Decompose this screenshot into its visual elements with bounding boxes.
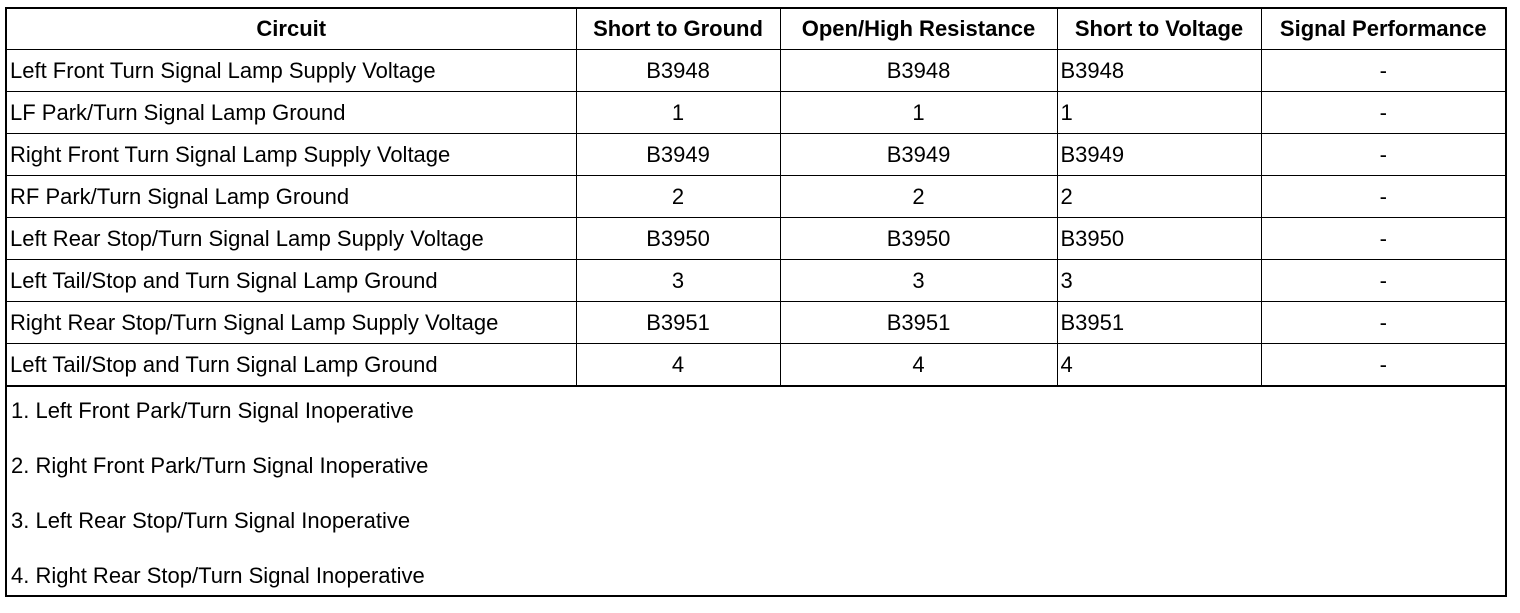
table-row (7, 92, 1505, 134)
footnote-2: 2. Right Front Park/Turn Signal Inoperative (11, 453, 429, 478)
header-short-to-voltage: Short to Voltage (1057, 9, 1261, 50)
cell-short-to-voltage: 1 (1057, 92, 1261, 134)
cell-open-high-resistance: 2 (780, 176, 1057, 218)
cell-short-to-ground: 3 (576, 260, 780, 302)
header-short-to-ground: Short to Ground (576, 9, 780, 50)
circuit-dtc-table (7, 9, 1505, 386)
cell-short-to-voltage: B3948 (1057, 50, 1261, 92)
cell-open-high-resistance: B3948 (780, 50, 1057, 92)
cell-circuit: RF Park/Turn Signal Lamp Ground (7, 176, 576, 218)
dtc-table-frame (5, 7, 1507, 597)
footnote-4: 4. Right Rear Stop/Turn Signal Inoperative (11, 563, 425, 588)
cell-short-to-ground: 2 (576, 176, 780, 218)
cell-short-to-voltage: B3951 (1057, 302, 1261, 344)
cell-circuit: Right Front Turn Signal Lamp Supply Voltage (7, 134, 576, 176)
cell-circuit: Left Rear Stop/Turn Signal Lamp Supply Voltage (7, 218, 576, 260)
cell-open-high-resistance: B3949 (780, 134, 1057, 176)
cell-short-to-ground: B3948 (576, 50, 780, 92)
header-signal-performance: Signal Performance (1261, 9, 1505, 50)
cell-short-to-voltage: 4 (1057, 344, 1261, 386)
cell-short-to-voltage: B3950 (1057, 218, 1261, 260)
header-open-high-resistance: Open/High Resistance (780, 9, 1057, 50)
footnotes (7, 386, 1505, 613)
cell-short-to-ground: B3951 (576, 302, 780, 344)
cell-short-to-ground: B3949 (576, 134, 780, 176)
cell-circuit: Right Rear Stop/Turn Signal Lamp Supply Voltage (7, 302, 576, 344)
table-row (7, 50, 1505, 92)
cell-short-to-ground: B3950 (576, 218, 780, 260)
table-row (7, 134, 1505, 176)
cell-short-to-ground: 4 (576, 344, 780, 386)
cell-short-to-voltage: B3949 (1057, 134, 1261, 176)
cell-signal-performance: - (1261, 302, 1505, 344)
table-row (7, 260, 1505, 302)
cell-signal-performance: - (1261, 50, 1505, 92)
cell-signal-performance: - (1261, 134, 1505, 176)
cell-signal-performance: - (1261, 92, 1505, 134)
cell-signal-performance: - (1261, 344, 1505, 386)
cell-circuit: LF Park/Turn Signal Lamp Ground (7, 92, 576, 134)
cell-open-high-resistance: 1 (780, 92, 1057, 134)
cell-signal-performance: - (1261, 218, 1505, 260)
cell-signal-performance: - (1261, 176, 1505, 218)
cell-open-high-resistance: 4 (780, 344, 1057, 386)
header-row (7, 9, 1505, 50)
header-circuit: Circuit (7, 9, 576, 50)
cell-open-high-resistance: B3951 (780, 302, 1057, 344)
cell-short-to-voltage: 2 (1057, 176, 1261, 218)
cell-signal-performance: - (1261, 260, 1505, 302)
table-row (7, 218, 1505, 260)
footnote-3: 3. Left Rear Stop/Turn Signal Inoperative (11, 508, 411, 533)
table-row (7, 302, 1505, 344)
cell-open-high-resistance: B3950 (780, 218, 1057, 260)
footnote-1: 1. Left Front Park/Turn Signal Inoperative (11, 398, 414, 423)
cell-circuit: Left Tail/Stop and Turn Signal Lamp Ground (7, 344, 576, 386)
cell-open-high-resistance: 3 (780, 260, 1057, 302)
cell-short-to-ground: 1 (576, 92, 780, 134)
cell-circuit: Left Front Turn Signal Lamp Supply Voltage (7, 50, 576, 92)
cell-circuit: Left Tail/Stop and Turn Signal Lamp Ground (7, 260, 576, 302)
table-row (7, 344, 1505, 386)
cell-short-to-voltage: 3 (1057, 260, 1261, 302)
table-row (7, 176, 1505, 218)
